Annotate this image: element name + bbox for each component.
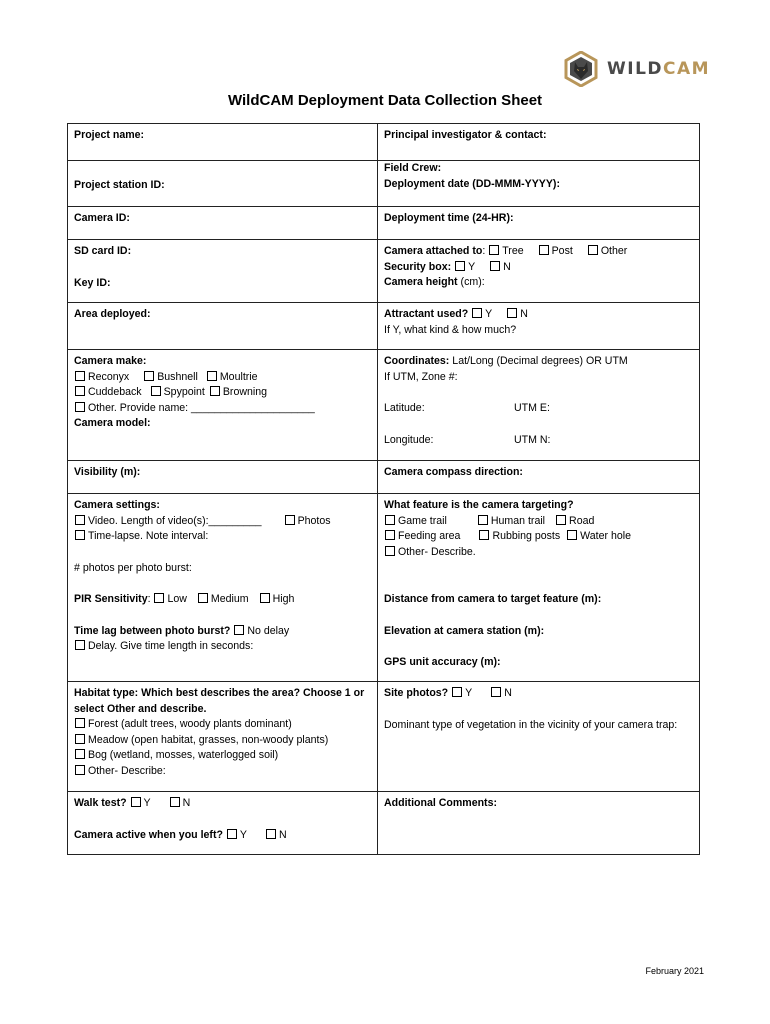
other-checkbox[interactable]	[588, 245, 598, 255]
video-checkbox[interactable]	[75, 515, 85, 525]
pir-low-checkbox[interactable]	[154, 593, 164, 603]
attractant-note: If Y, what kind & how much?	[384, 323, 517, 336]
camera-make-cell: Camera make: Reconyx Bushnell Moultrie Cuddeback Spypoint Browning Other. Provide name: _____________________ Camera model:	[68, 350, 378, 461]
camera-make-label: Camera make:	[74, 355, 147, 367]
project-name-field[interactable]: Project name:	[68, 124, 378, 161]
pir-medium-checkbox[interactable]	[198, 593, 208, 603]
utm-e-label: UTM E:	[514, 402, 550, 414]
walk-test-cell: Walk test? Y N Camera active when you left? Y N	[68, 792, 378, 855]
bushnell-checkbox[interactable]	[144, 371, 154, 381]
sd-card-label: SD card ID:	[74, 245, 132, 257]
water-hole-checkbox[interactable]	[567, 530, 577, 540]
habitat-label: Habitat type: Which best describes the area? Choose 1 or select Other and describe.	[74, 687, 365, 715]
camera-id-field[interactable]: Camera ID:	[68, 207, 378, 240]
latitude-label: Latitude:	[384, 402, 425, 414]
browning-checkbox[interactable]	[210, 386, 220, 396]
delay-checkbox[interactable]	[75, 640, 85, 650]
bog-checkbox[interactable]	[75, 749, 85, 759]
gps-accuracy-label: GPS unit accuracy (m):	[384, 656, 501, 668]
walk-test-yes-checkbox[interactable]	[131, 797, 141, 807]
logo-wordmark: WILDCAM	[607, 59, 711, 79]
target-other-checkbox[interactable]	[385, 546, 395, 556]
forest-checkbox[interactable]	[75, 718, 85, 728]
habitat-other-checkbox[interactable]	[75, 765, 85, 775]
timelapse-checkbox[interactable]	[75, 530, 85, 540]
photos-checkbox[interactable]	[285, 515, 295, 525]
field-crew-label: Field Crew:	[384, 162, 442, 174]
security-yes-checkbox[interactable]	[455, 261, 465, 271]
reconyx-checkbox[interactable]	[75, 371, 85, 381]
game-trail-checkbox[interactable]	[385, 515, 395, 525]
site-photos-no-checkbox[interactable]	[491, 687, 501, 697]
elevation-label: Elevation at camera station (m):	[384, 624, 545, 637]
attractant-yes-checkbox[interactable]	[472, 308, 482, 318]
distance-label: Distance from camera to target feature (m):	[384, 593, 602, 605]
camera-targeting-cell: What feature is the camera targeting? Game trail Human trail Road Feeding area Rubbing posts Water hole Other- Describe. Distance from camera to target feature (m): Elevation at camera station (m): GPS unit accuracy (m):	[378, 494, 700, 682]
road-checkbox[interactable]	[556, 515, 566, 525]
deployment-time-field[interactable]: Deployment time (24-HR):	[378, 207, 700, 240]
spypoint-checkbox[interactable]	[151, 386, 161, 396]
pir-high-checkbox[interactable]	[260, 593, 270, 603]
key-id-label: Key ID:	[74, 276, 111, 289]
other-make-checkbox[interactable]	[75, 402, 85, 412]
burst-label: # photos per photo burst:	[74, 561, 192, 574]
targeting-label: What feature is the camera targeting?	[384, 499, 574, 511]
active-no-checkbox[interactable]	[266, 829, 276, 839]
additional-comments-field[interactable]: Additional Comments:	[378, 792, 700, 855]
footer-date: February 2021	[645, 966, 704, 976]
site-photos-cell: Site photos? Y N Dominant type of vegetation in the vicinity of your camera trap:	[378, 682, 700, 792]
moultrie-checkbox[interactable]	[207, 371, 217, 381]
site-photos-yes-checkbox[interactable]	[452, 687, 462, 697]
feeding-area-checkbox[interactable]	[385, 530, 395, 540]
coordinates-cell: Coordinates: Lat/Long (Decimal degrees) OR UTM If UTM, Zone #: Latitude: UTM E: Longitude: UTM N:	[378, 350, 700, 461]
project-station-id-field[interactable]: Project station ID:	[68, 161, 378, 207]
camera-settings-label: Camera settings:	[74, 499, 160, 511]
attractant-cell: Attractant used? Y N If Y, what kind & how much?	[378, 303, 700, 350]
rubbing-posts-checkbox[interactable]	[479, 530, 489, 540]
walk-test-no-checkbox[interactable]	[170, 797, 180, 807]
utm-zone-label: If UTM, Zone #:	[384, 370, 458, 383]
visibility-field[interactable]: Visibility (m):	[68, 461, 378, 494]
camera-attached-cell: Camera attached to: Tree Post Other Security box: Y N Camera height (cm):	[378, 240, 700, 303]
post-checkbox[interactable]	[539, 245, 549, 255]
no-delay-checkbox[interactable]	[234, 625, 244, 635]
deployment-form-table	[67, 123, 700, 855]
utm-n-label: UTM N:	[514, 433, 551, 446]
wolf-hexagon-icon	[563, 51, 599, 87]
attractant-no-checkbox[interactable]	[507, 308, 517, 318]
compass-direction-field[interactable]: Camera compass direction:	[378, 461, 700, 494]
camera-settings-cell: Camera settings: Video. Length of video(s):_________ Photos Time-lapse. Note interval: # photos per photo burst: PIR Sensitivity: Low Medium High Time lag between photo burst? No delay Delay. Give time length in seconds:	[68, 494, 378, 682]
cuddeback-checkbox[interactable]	[75, 386, 85, 396]
tree-checkbox[interactable]	[489, 245, 499, 255]
wildcam-logo	[563, 47, 710, 91]
vegetation-label: Dominant type of vegetation in the vicinity of your camera trap:	[384, 718, 678, 731]
active-yes-checkbox[interactable]	[227, 829, 237, 839]
area-deployed-field[interactable]: Area deployed:	[68, 303, 378, 350]
meadow-checkbox[interactable]	[75, 734, 85, 744]
longitude-label: Longitude:	[384, 433, 434, 446]
principal-investigator-field[interactable]: Principal investigator & contact:	[378, 124, 700, 161]
camera-model-label: Camera model:	[74, 417, 151, 429]
deployment-date-label: Deployment date (DD-MMM-YYYY):	[384, 177, 560, 190]
sd-card-key-cell[interactable]	[68, 240, 378, 303]
human-trail-checkbox[interactable]	[478, 515, 488, 525]
habitat-cell: Habitat type: Which best describes the area? Choose 1 or select Other and describe. Forest (adult trees, woody plants dominant) Meadow (open habitat, grasses, non-woody plants) Bog (wetland, mosses, waterlogged soil) Other- Describe:	[68, 682, 378, 792]
security-no-checkbox[interactable]	[490, 261, 500, 271]
page-title: WildCAM Deployment Data Collection Sheet	[227, 92, 543, 109]
field-crew-cell[interactable]	[378, 161, 700, 207]
